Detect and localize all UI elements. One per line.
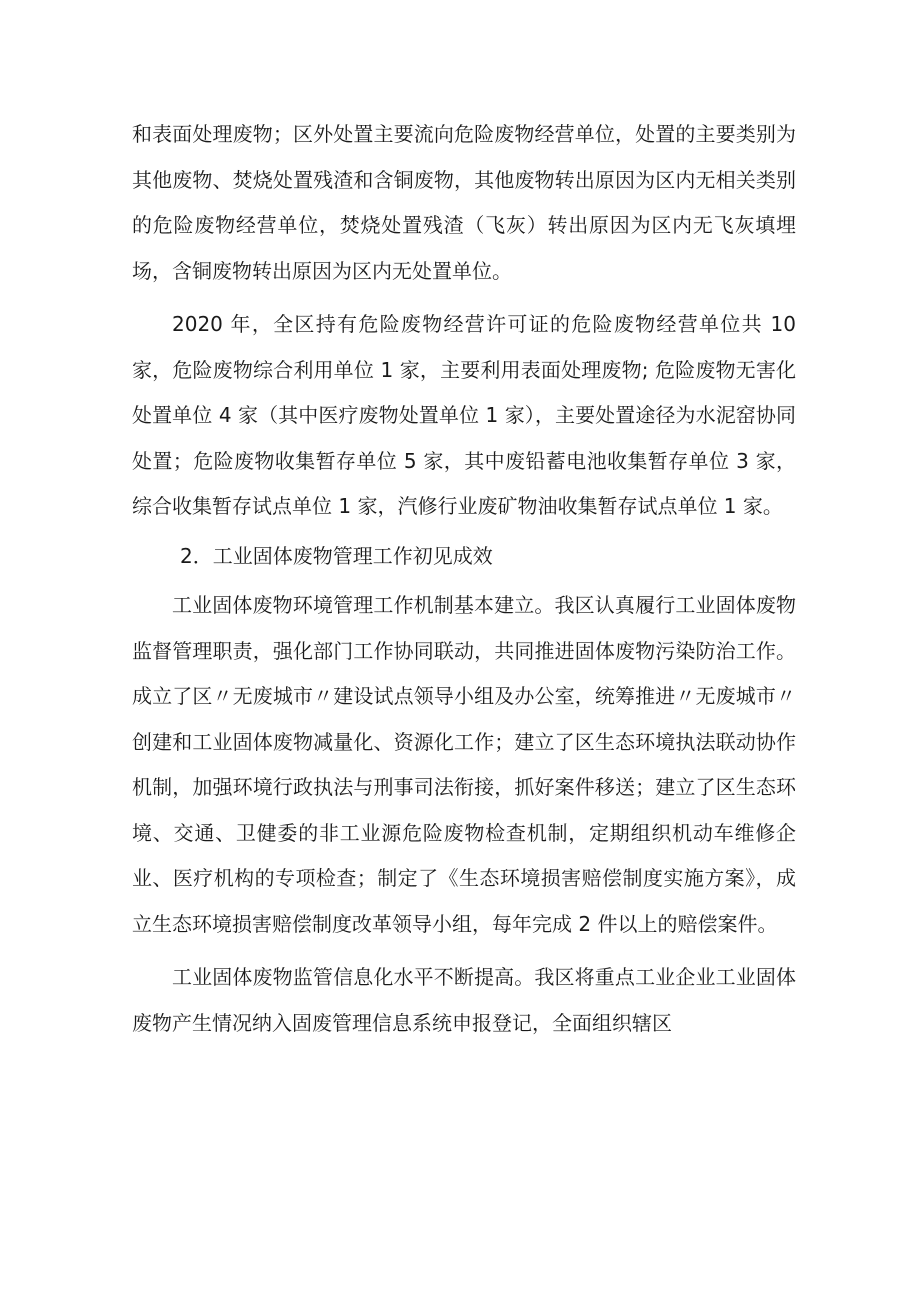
document-body: [132, 112, 796, 1046]
paragraph-continued: 和表面处理废物；区外处置主要流向危险废物经营单位，处置的主要类别为其他废物、焚烧处置残渣和含铜废物，其他废物转出原因为区内无相关类别的危险废物经营单位，焚烧处置残渣（飞灰）转出原因为区内无飞灰填埋场，含铜废物转出原因为区内无处置单位。: [132, 122, 796, 283]
paragraph-management-mechanism: 工业固体废物环境管理工作机制基本建立。我区认真履行工业固体废物监督管理职责，强化部门工作协同联动，共同推进固体废物污染防治工作。成立了区〃无废城市〃建设试点领导小组及办公室，统筹推进〃无废城市〃创建和工业固体废物减量化、资源化工作；建立了区生态环境执法联动协作机制，加强环境行政执法与刑事司法衔接，抓好案件移送；建立了区生态环境、交通、卫健委的非工业源危险废物检查机制，定期组织机动车维修企业、医疗机构的专项检查；制定了《生态环境损害赔偿制度实施方案》，成立生态环境损害赔偿制度改革领导小组，每年完成 2 件以上的赔偿案件。: [132, 593, 796, 936]
paragraph-informatization: 工业固体废物监管信息化水平不断提高。我区将重点工业企业工业固体废物产生情况纳入固废管理信息系统申报登记，全面组织辖区: [132, 965, 796, 1035]
paragraph-licensed-units: 2020 年，全区持有危险废物经营许可证的危险废物经营单位共 10 家，危险废物综合利用单位 1 家，主要利用表面处理废物; 危险废物无害化处置单位 4 家（其中医疗废物处置单位 1 家），主要处置途径为水泥窑协同处置；危险废物收集暂存单位 5 家，其中废铅蓄电池收集暂存单位 3 家，综合收集暂存试点单位 1 家，汽修行业废矿物油收集暂存试点单位 1 家。: [132, 312, 796, 518]
section-heading: 2．工业固体废物管理工作初见成效: [180, 543, 493, 568]
